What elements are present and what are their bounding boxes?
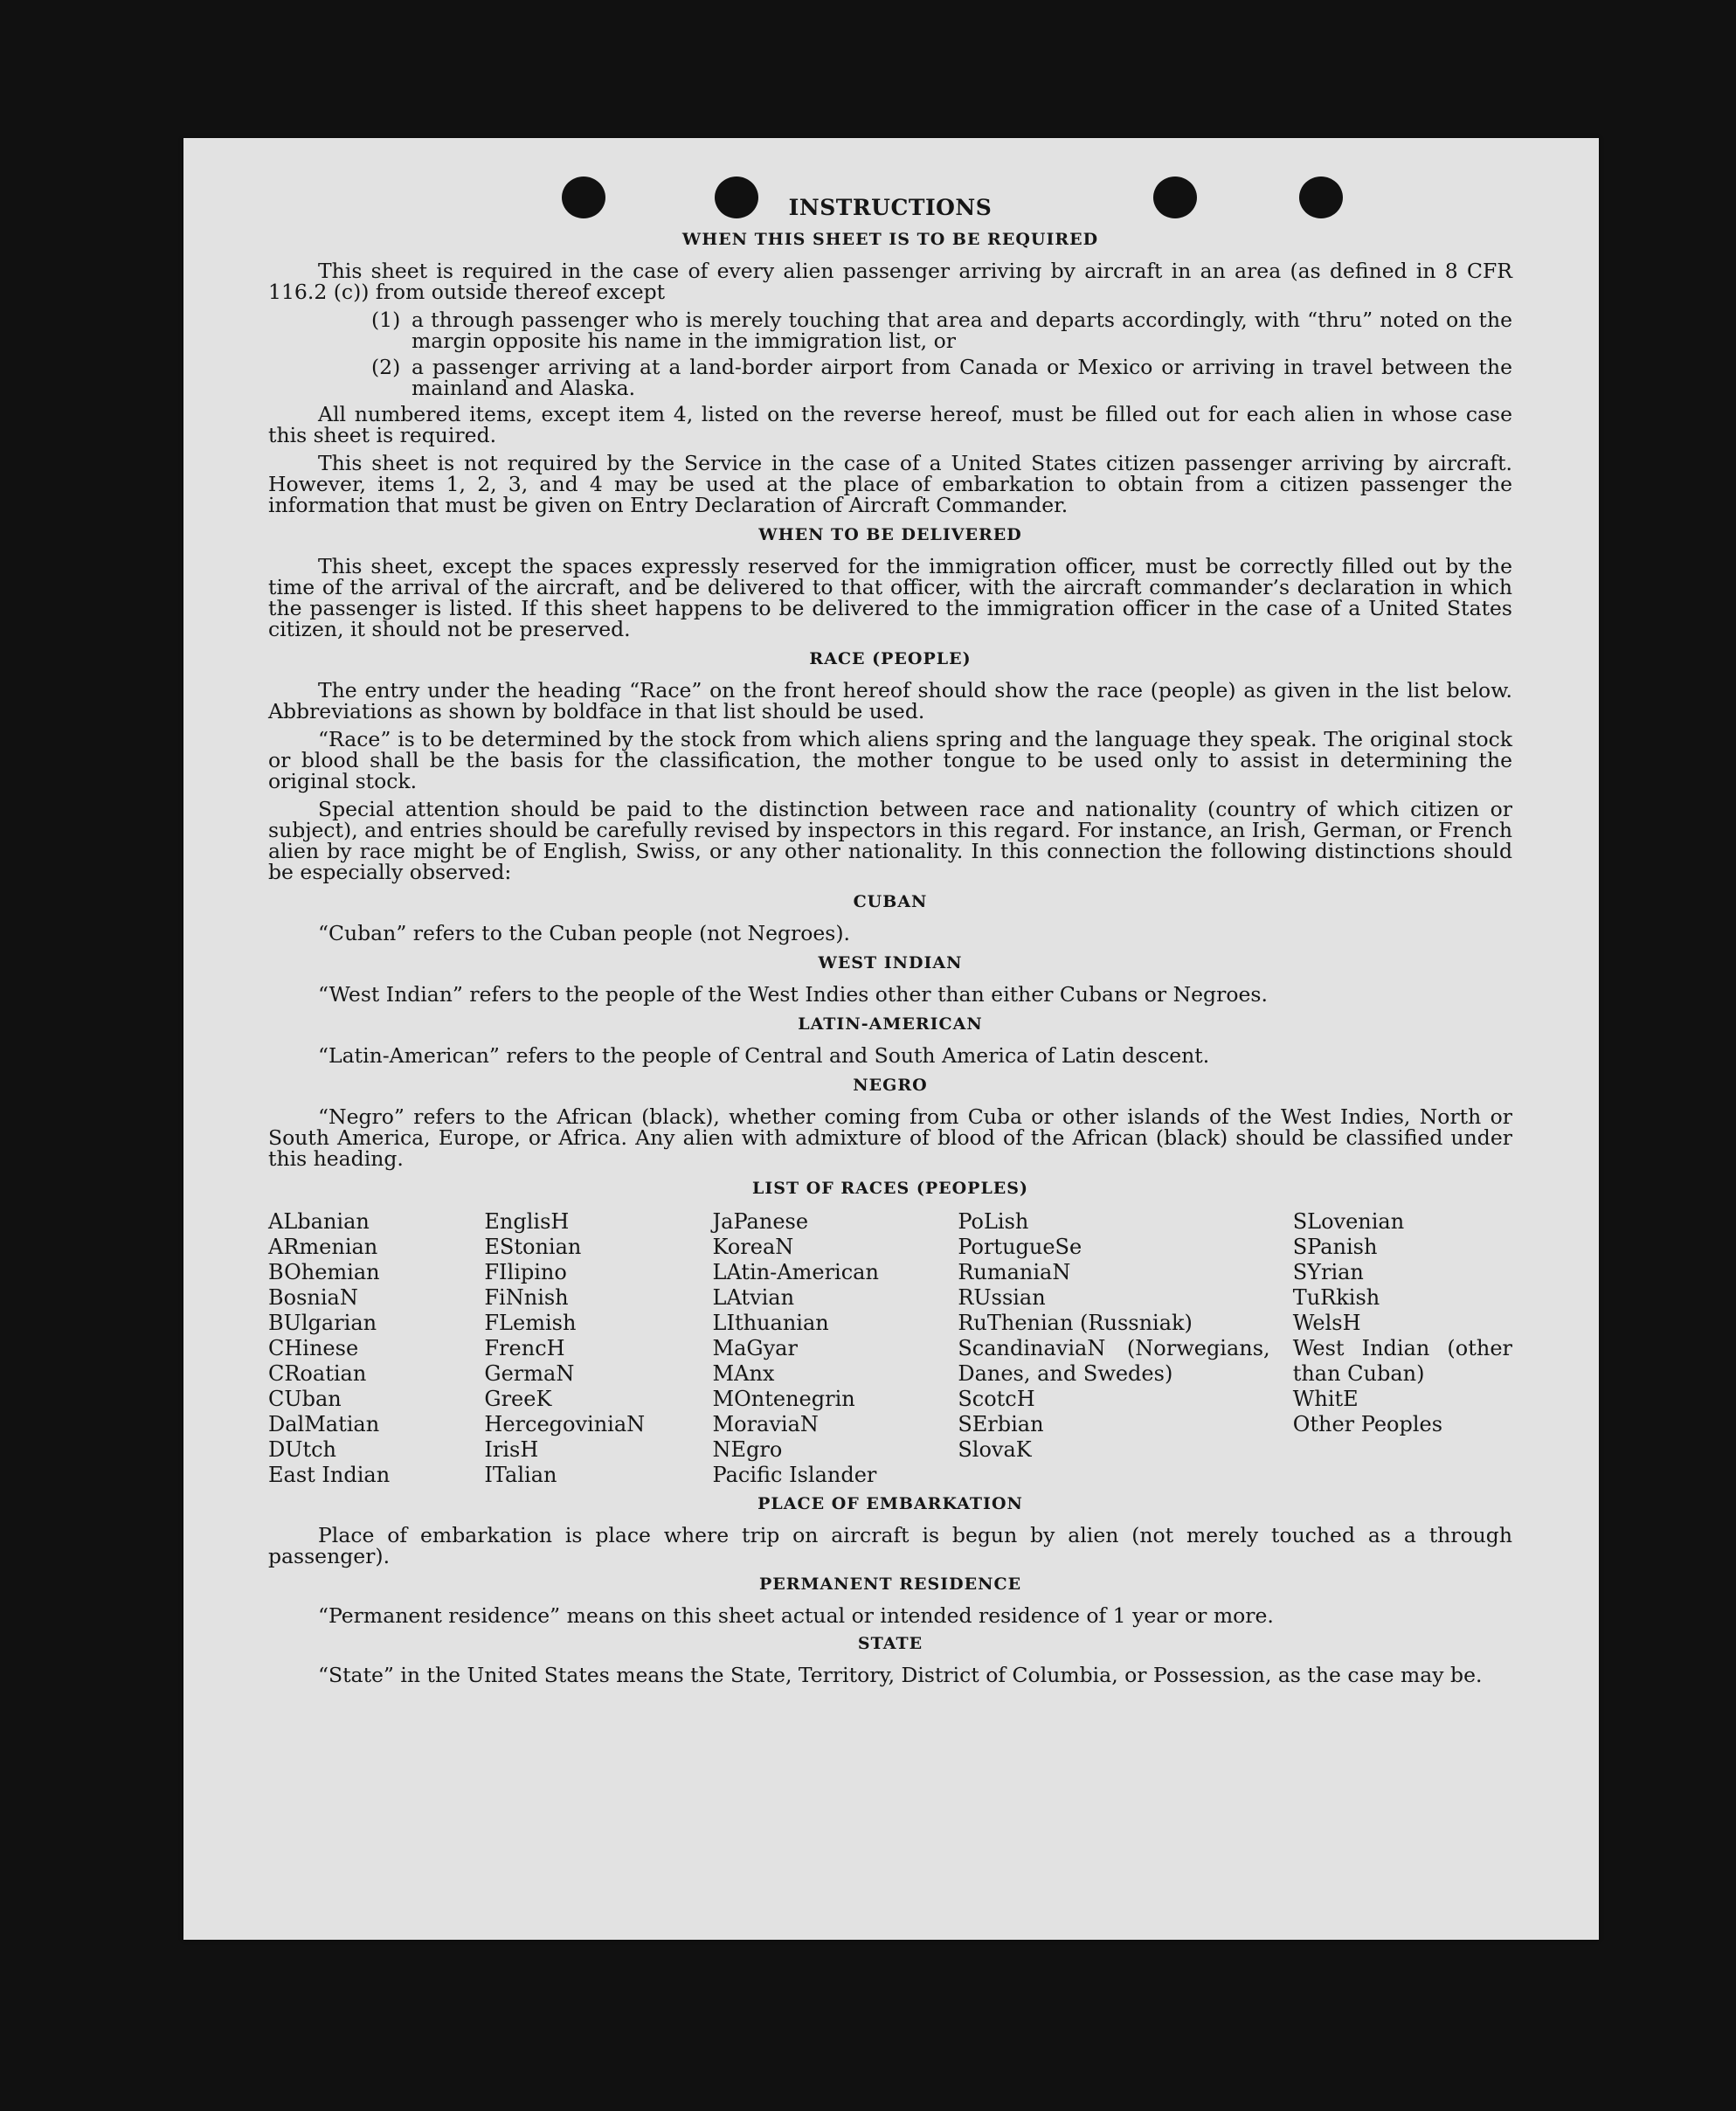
- list-item: [268, 309, 1512, 351]
- race-entry: LAtvian: [712, 1285, 795, 1310]
- race-entry: ITalian: [484, 1463, 557, 1487]
- item-number: (2): [371, 355, 401, 379]
- race-entry: EStonian: [484, 1235, 582, 1259]
- section-heading: PERMANENT RESIDENCE: [758, 1575, 1022, 1594]
- race-entry: ScotcH: [958, 1387, 1035, 1411]
- race-entry: Pacific Islander: [712, 1463, 877, 1487]
- race-entry: CUban: [268, 1387, 342, 1411]
- item-text: a passenger arriving at a land-border airport from Canada or Mexico or arriving in travel between the mainland and Alaska.: [412, 355, 1512, 400]
- item-number: (1): [371, 308, 401, 332]
- race-column: [958, 1209, 1292, 1488]
- race-entry: MoraviaN: [712, 1412, 819, 1436]
- race-column: [484, 1209, 712, 1488]
- paragraph: This sheet, except the spaces expressly reserved for the immigration officer, must be correctly filled out by the time of the arrival of the aircraft, and be delivered to that officer, with the aircraft commander’s declaration in which the passenger is listed. If this sheet happens to be delivered to the immigration officer in the case of a United States citizen, it should not be preserved.: [268, 554, 1512, 641]
- race-list: [268, 1209, 1512, 1488]
- race-entry: JaPanese: [712, 1209, 809, 1234]
- race-entry: GermaN: [484, 1361, 575, 1386]
- paragraph: “State” in the United States means the State, Territory, District of Columbia, or Possession, as the case may be.: [318, 1663, 1483, 1687]
- paragraph: “Latin-American” refers to the people of Central and South America of Latin descent.: [318, 1043, 1210, 1068]
- section-heading: RACE (PEOPLE): [809, 649, 972, 668]
- race-entry: MOntenegrin: [712, 1387, 855, 1411]
- paragraph: All numbered items, except item 4, listed on the reverse hereof, must be filled out for each alien in whose case this sheet is required.: [268, 402, 1512, 447]
- race-entry: Other Peoples: [1292, 1412, 1443, 1436]
- race-entry: SlovaK: [958, 1437, 1032, 1462]
- section-heading: WHEN TO BE DELIVERED: [758, 525, 1022, 544]
- section-heading: WEST INDIAN: [818, 953, 963, 972]
- race-entry: BOhemian: [268, 1260, 380, 1284]
- race-entry: CHinese: [268, 1336, 359, 1360]
- page-title: INSTRUCTIONS: [788, 195, 992, 220]
- race-entry: ScandinaviaN (Norwegians, Danes, and Swedes): [958, 1336, 1270, 1386]
- section-heading: LATIN-AMERICAN: [798, 1014, 983, 1034]
- race-entry: IrisH: [484, 1437, 539, 1462]
- paragraph: “Negro” refers to the African (black), whether coming from Cuba or other islands of the West Indies, North or South America, Europe, or Africa. Any alien with admixture of blood of the African (black) should be classified under this heading.: [268, 1104, 1512, 1171]
- race-entry: RumaniaN: [958, 1260, 1071, 1284]
- race-entry: RuThenian (Russniak): [958, 1311, 1193, 1335]
- race-column: [713, 1209, 958, 1488]
- race-entry: FiNnish: [484, 1285, 569, 1310]
- paragraph: “Cuban” refers to the Cuban people (not Negroes).: [318, 921, 851, 945]
- race-entry: BUlgarian: [268, 1311, 377, 1335]
- race-entry: PortugueSe: [958, 1235, 1082, 1259]
- section-heading: WHEN THIS SHEET IS TO BE REQUIRED: [681, 230, 1099, 249]
- section-heading: CUBAN: [853, 892, 928, 911]
- race-entry: GreeK: [484, 1387, 552, 1411]
- paragraph: “West Indian” refers to the people of the West Indies other than either Cubans or Negroes.: [318, 982, 1268, 1007]
- section-heading: STATE: [857, 1634, 923, 1653]
- section-heading: NEGRO: [853, 1076, 928, 1095]
- paragraph: The entry under the heading “Race” on the front hereof should show the race (people) as given in the list below. Abbreviations as shown by boldface in that list should be used.: [268, 678, 1512, 723]
- section-heading: LIST OF RACES (PEOPLES): [752, 1179, 1028, 1198]
- race-column: [268, 1209, 484, 1488]
- race-entry: WhitE: [1292, 1387, 1359, 1411]
- race-entry: FIlipino: [484, 1260, 567, 1284]
- race-entry: DalMatian: [268, 1412, 380, 1436]
- race-entry: FLemish: [484, 1311, 577, 1335]
- paragraph: “Permanent residence” means on this sheet actual or intended residence of 1 year or more.: [318, 1603, 1274, 1628]
- race-entry: TuRkish: [1292, 1285, 1380, 1310]
- paragraph: This sheet is not required by the Service in the case of a United States citizen passenger arriving by aircraft. However, items 1, 2, 3, and 4 may be used at the place of embarkation to obtain from a citizen passenger the information that must be given on Entry Declaration of Aircraft Commander.: [268, 451, 1512, 517]
- race-entry: East Indian: [268, 1463, 391, 1487]
- race-entry: BosniaN: [268, 1285, 358, 1310]
- race-column: [1293, 1209, 1512, 1488]
- race-entry: WelsH: [1292, 1311, 1361, 1335]
- instructions-content: [268, 197, 1512, 1692]
- race-entry: LIthuanian: [712, 1311, 829, 1335]
- paragraph: “Race” is to be determined by the stock from which aliens spring and the language they speak. The original stock or blood shall be the basis for the classification, the mother tongue to be used only to assist in determining the original stock.: [268, 727, 1512, 793]
- race-entry: SLovenian: [1292, 1209, 1405, 1234]
- race-entry: RUssian: [958, 1285, 1046, 1310]
- race-entry: NEgro: [712, 1437, 783, 1462]
- race-entry: MaGyar: [712, 1336, 798, 1360]
- section-heading: PLACE OF EMBARKATION: [757, 1494, 1023, 1513]
- race-entry: SYrian: [1292, 1260, 1364, 1284]
- race-entry: DUtch: [268, 1437, 337, 1462]
- paragraph: Place of embarkation is place where trip on aircraft is begun by alien (not merely touched as a through passenger).: [268, 1523, 1512, 1568]
- race-entry: KoreaN: [712, 1235, 794, 1259]
- race-entry: HercegoviniaN: [484, 1412, 646, 1436]
- paragraph: This sheet is required in the case of every alien passenger arriving by aircraft in an area (as defined in 8 CFR 116.2 (c)) from outside thereof except: [268, 259, 1512, 304]
- race-entry: LAtin-American: [712, 1260, 879, 1284]
- race-entry: ALbanian: [268, 1209, 370, 1234]
- race-entry: SErbian: [958, 1412, 1044, 1436]
- race-entry: FrencH: [484, 1336, 565, 1360]
- list-item: [268, 356, 1512, 398]
- race-entry: ARmenian: [268, 1235, 378, 1259]
- race-entry: CRoatian: [268, 1361, 367, 1386]
- race-entry: PoLish: [958, 1209, 1029, 1234]
- race-entry: SPanish: [1292, 1235, 1378, 1259]
- race-entry: MAnx: [712, 1361, 775, 1386]
- item-text: a through passenger who is merely touching that area and departs accordingly, with “thru” noted on the margin opposite his name in the immigration list, or: [412, 308, 1512, 353]
- race-entry: West Indian (other than Cuban): [1292, 1336, 1513, 1386]
- paragraph: Special attention should be paid to the distinction between race and nationality (country of which citizen or subject), and entries should be carefully revised by inspectors in this regard. For instance, an Irish, German, or French alien by race might be of English, Swiss, or any other nationality. In this connection the following distinctions should be especially observed:: [268, 797, 1512, 884]
- race-entry: EnglisH: [484, 1209, 570, 1234]
